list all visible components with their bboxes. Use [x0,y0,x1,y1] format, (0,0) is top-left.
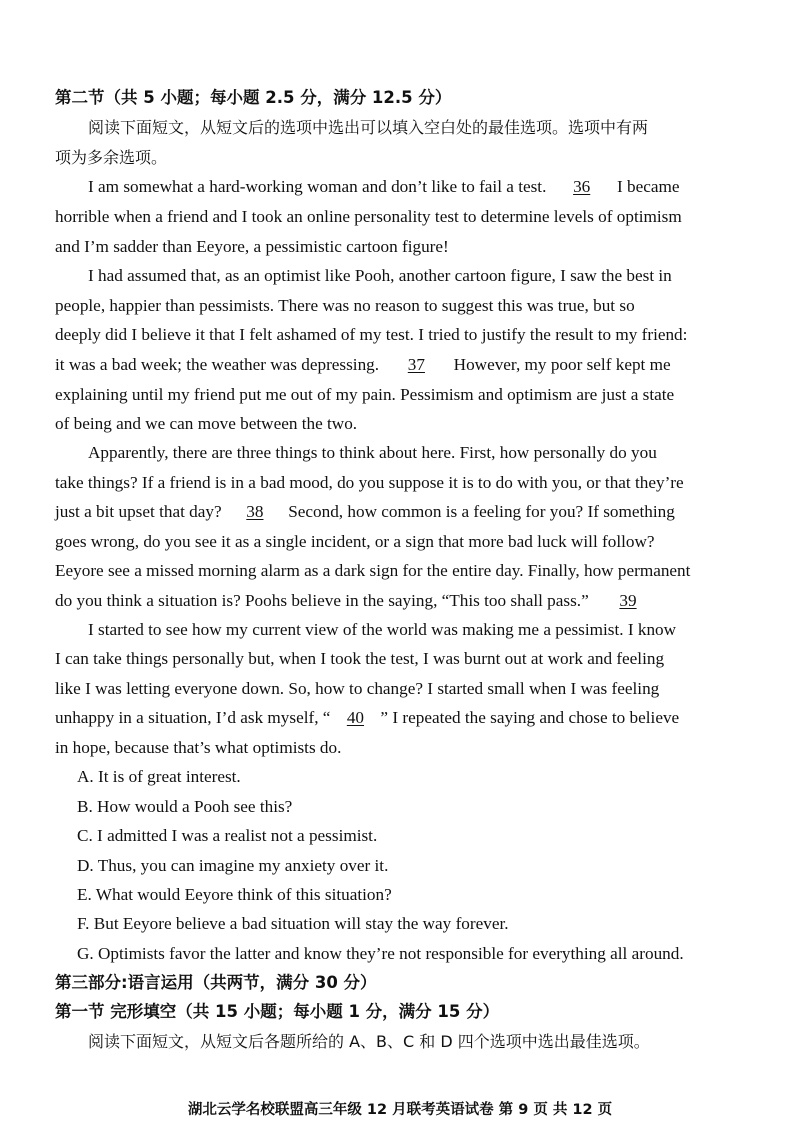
text-segment: However, my poor self kept me [453,355,671,374]
passage-p4-line-5: in hope, because that’s what optimists do. [55,738,342,757]
option-c: C. I admitted I was a realist not a pessimist. [77,826,378,845]
passage-p2-line-2: people, happier than pessimists. There was no reason to suggest this was true, but so [55,296,635,315]
passage-p3-line-6 [55,591,755,611]
passage-p3-line-1: Apparently, there are three things to think about here. First, how personally do you [88,443,657,462]
passage-p4-line-3: like I was letting everyone down. So, how to change? I started small when I was feeling [55,679,660,698]
instructions-line-1: 阅读下面短文，从短文后的选项中选出可以填入空白处的最佳选项。选项中有两 [88,118,649,137]
passage-p2-line-6: of being and we can move between the two. [55,414,358,433]
passage-p4-line-4 [55,708,755,728]
section-heading: 第二节（共 5 小题；每小题 2.5 分，满分 12.5 分） [55,88,452,107]
blank-36: 36 [573,177,591,196]
option-a: A. It is of great interest. [77,767,241,786]
text-segment: Second, how common is a feeling for you? If something [288,502,675,521]
blank-39: 39 [619,591,637,610]
option-e: E. What would Eeyore think of this situation? [77,885,392,904]
passage-p3-line-2: take things? If a friend is in a bad mood, do you suppose it is to do with you, or that they’re [55,473,684,492]
passage-p3-line-3 [55,502,755,522]
option-g: G. Optimists favor the latter and know they’re not responsible for everything all around. [77,944,684,963]
section1-instructions: 阅读下面短文，从短文后各题所给的 A、B、C 和 D 四个选项中选出最佳选项。 [88,1032,650,1051]
option-b: B. How would a Pooh see this? [77,797,293,816]
part3-heading: 第三部分:语言运用（共两节，满分 30 分） [55,973,377,992]
passage-p4-line-1: I started to see how my current view of the world was making me a pessimist. I know [88,620,677,639]
section1-heading: 第一节 完形填空（共 15 小题；每小题 1 分，满分 15 分） [55,1002,500,1021]
text-segment: unhappy in a situation, I’d ask myself, “ [55,708,331,727]
text-segment: do you think a situation is? Poohs believe in the saying, “This too shall pass.” [55,591,589,610]
text-segment: it was a bad week; the weather was depressing. [55,355,380,374]
passage-p1-line-2: horrible when a friend and I took an online personality test to determine levels of optimism [55,207,682,226]
instructions-line-2: 项为多余选项。 [55,148,168,167]
passage-p3-line-5: Eeyore see a missed morning alarm as a dark sign for the entire day. Finally, how permanent [55,561,691,580]
text-segment: just a bit upset that day? [55,502,222,521]
passage-p1-line-1 [88,177,788,197]
passage-p2-line-4 [55,355,755,375]
option-f: F. But Eeyore believe a bad situation will stay the way forever. [77,914,509,933]
text-segment: I am somewhat a hard-working woman and don’t like to fail a test. [88,177,547,196]
passage-p2-line-3: deeply did I believe it that I felt ashamed of my test. I tried to justify the result to my friend: [55,325,688,344]
option-d: D. Thus, you can imagine my anxiety over it. [77,856,389,875]
text-segment: I became [616,177,680,196]
passage-p3-line-4: goes wrong, do you see it as a single incident, or a sign that more bad luck will follow? [55,532,655,551]
blank-37: 37 [407,355,425,374]
passage-p1-line-3: and I’m sadder than Eeyore, a pessimistic cartoon figure! [55,237,449,256]
blank-38: 38 [246,502,264,521]
blank-40: 40 [346,708,365,727]
text-segment: ” I repeated the saying and chose to believe [380,708,680,727]
passage-p2-line-1: I had assumed that, as an optimist like Pooh, another cartoon figure, I saw the best in [88,266,672,285]
passage-p4-line-2: I can take things personally but, when I took the test, I was burnt out at work and feeling [55,649,665,668]
passage-p2-line-5: explaining until my friend put me out of my pain. Pessimism and optimism are just a state [55,385,675,404]
page-footer: 湖北云学名校联盟高三年级 12 月联考英语试卷 第 9 页 共 12 页 [187,1102,613,1118]
